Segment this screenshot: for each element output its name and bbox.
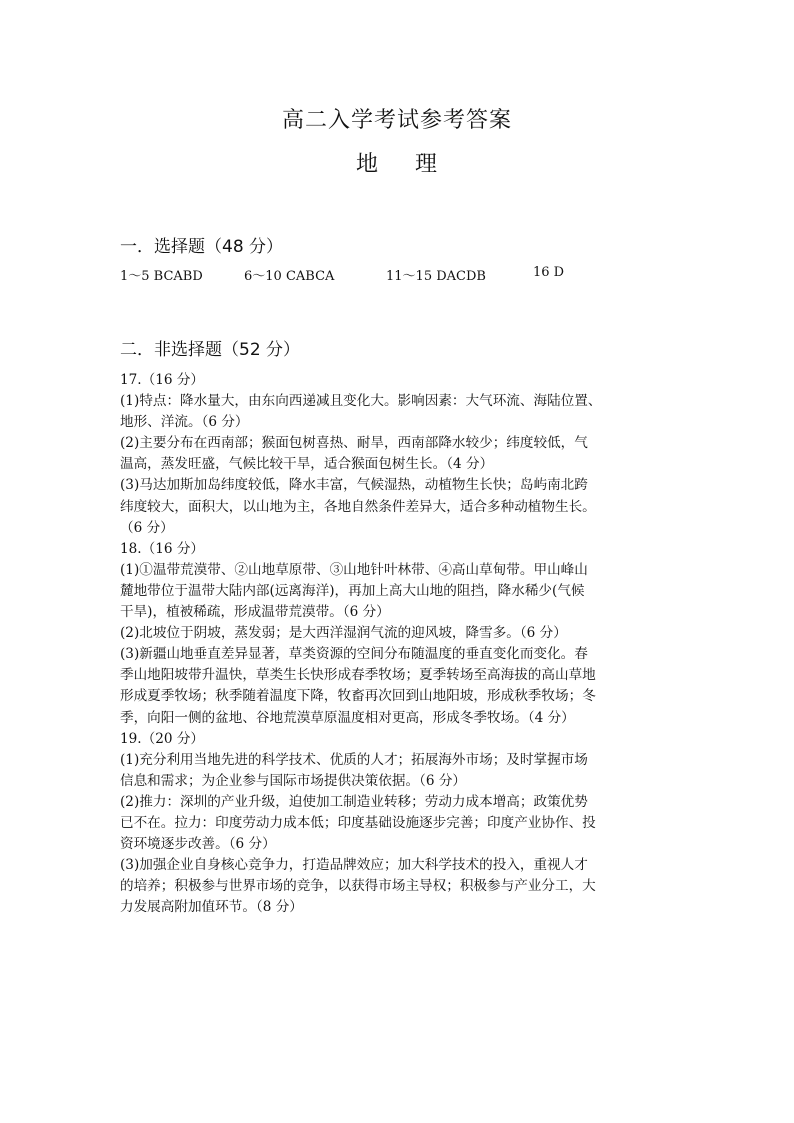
answer-line: （6 分） [120,519,174,536]
answer-line: 麓地带位于温带大陆内部(远离海洋)，再加上高大山地的阻挡，降水稀少(气候 [120,582,585,599]
answer-line: 季山地阳坡带升温快，草类生长快形成春季牧场；夏季转场至高海拔的高山草地 [120,667,596,684]
answer-line: 19.（20 分） [120,730,205,747]
answer-line: 已不在。拉力：印度劳动力成本低；印度基础设施逐步完善；印度产业协作、投 [120,814,596,831]
answer-line: 资环境逐步改善。（6 分） [120,836,276,853]
section-multiple-choice-heading: 一．选择题（48 分） [120,237,284,257]
answer-line: 力发展高附加值环节。（8 分） [120,899,303,916]
subject-char: 理 [415,152,439,177]
answer-group: 11～15 DACDB [386,269,486,284]
section-non-choice-heading: 二．非选择题（52 分） [120,340,301,360]
answer-line: (2)推力：深圳的产业升级，迫使加工制造业转移；劳动力成本增高；政策优势 [120,793,588,810]
subject-title [0,147,794,178]
answer-line: (1)特点：降水量大，由东向西递减且变化大。影响因素：大气环流、海陆位置、 [120,393,602,410]
answer-line: 干旱)，植被稀疏，形成温带荒漠带。（6 分） [120,604,390,621]
answer-group: 1～5 BCABD [120,269,203,284]
subject-char: 地 [355,152,379,177]
answer-line: 温高，蒸发旺盛，气候比较干旱，适合猴面包树生长。（4 分） [120,456,494,473]
answer-line: 季，向阳一侧的盆地、谷地荒漠草原温度相对更高，形成冬季牧场。（4 分） [120,709,575,726]
answer-line: 地形、洋流。（6 分） [120,414,249,431]
answer-line: (3)马达加斯加岛纬度较低，降水丰富，气候湿热，动植物生长快；岛屿南北跨 [120,477,588,494]
answer-line: 的培养；积极参与世界市场的竞争，以获得市场主导权；积极参与产业分工，大 [120,878,596,895]
answer-line: 18.（16 分） [120,540,205,557]
answer-line: 纬度较大，面积大，以山地为主，各地自然条件差异大，适合多种动植物生长。 [120,498,596,515]
answer-line: 17.（16 分） [120,372,205,388]
non-choice-answers [120,370,682,918]
answer-line: 形成夏季牧场；秋季随着温度下降，牧畜再次回到山地阳坡，形成秋季牧场；冬 [120,688,596,705]
answer-line: (2)主要分布在西南部；猴面包树喜热、耐旱，西南部降水较少；纬度较低，气 [120,435,588,452]
answer-line: (1)①温带荒漠带、②山地草原带、③山地针叶林带、④高山草甸带。甲山峰山 [120,561,588,578]
answer-line: (1)充分利用当地先进的科学技术、优质的人才；拓展海外市场；及时掌握市场 [120,751,588,768]
answer-group: 6～10 CABCA [244,269,335,284]
answer-line: 信息和需求；为企业参与国际市场提供决策依据。（6 分） [120,772,467,789]
document-title: 高二入学考试参考答案 [281,108,512,133]
answer-group: 16 D [533,265,565,280]
answer-line: (2)北坡位于阴坡，蒸发弱；是大西洋湿润气流的迎风坡，降雪多。（6 分） [120,625,567,642]
answer-line: (3)新疆山地垂直差异显著，草类资源的空间分布随温度的垂直变化而变化。春 [120,646,588,663]
answer-line: (3)加强企业自身核心竞争力，打造品牌效应；加大科学技术的投入，重视人才 [120,857,588,874]
